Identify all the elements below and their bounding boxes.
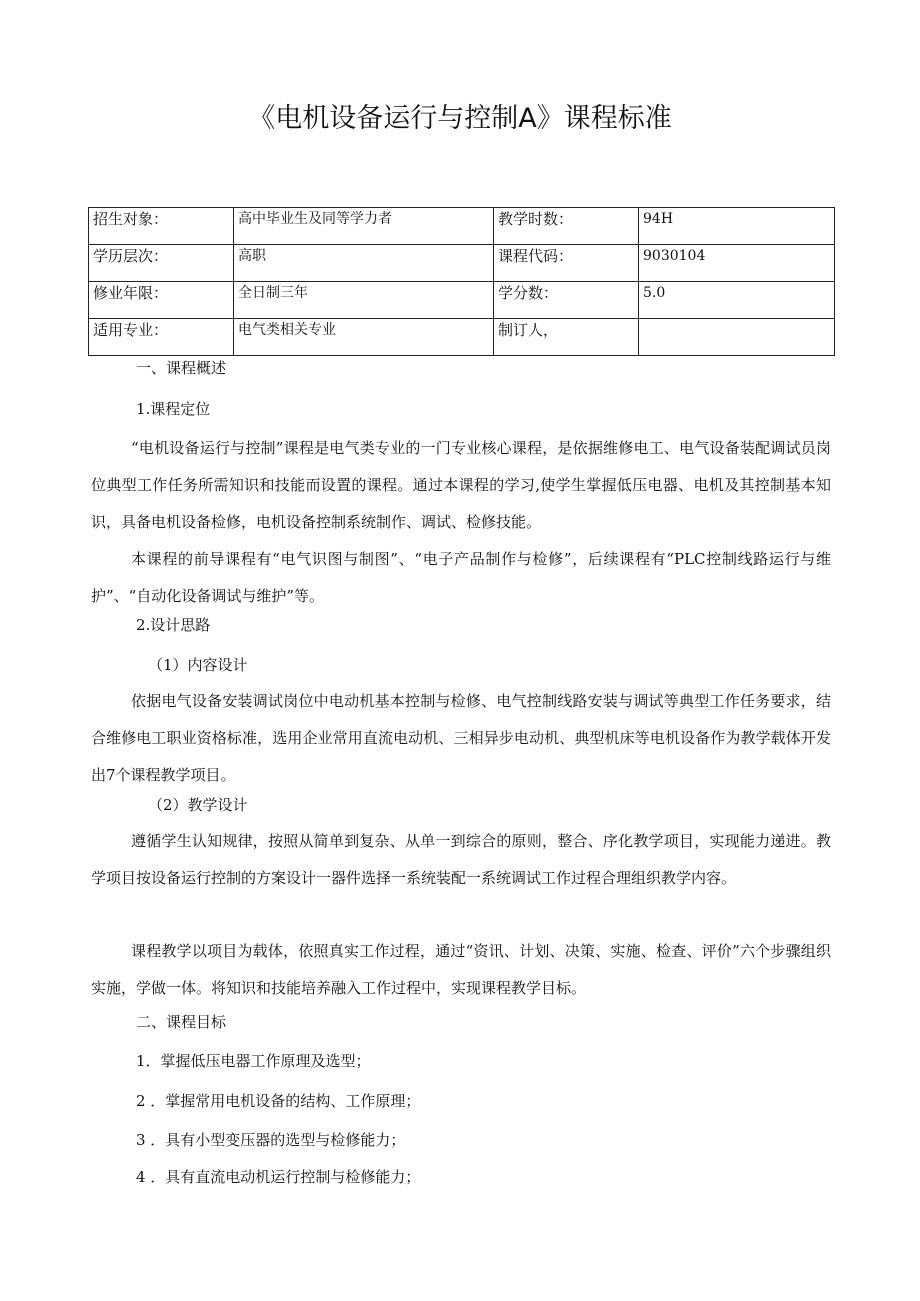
value-cell: 全日制三年 (234, 282, 494, 319)
list-item: 3 ．具有小型变压器的选型与检修能力； (136, 1131, 406, 1149)
label-cell: 修业年限： (89, 282, 234, 319)
list-item: 1．掌握低压电器工作原理及选型； (136, 1052, 371, 1070)
item-heading-teaching-design: （2）教学设计 (148, 796, 248, 814)
value-cell: 高中毕业生及同等学力者 (234, 208, 494, 245)
value-cell: 94H (639, 208, 835, 245)
label-cell: 课程代码： (494, 245, 639, 282)
label-cell: 招生对象： (89, 208, 234, 245)
label-cell: 适用专业： (89, 319, 234, 356)
item-heading-content-design: （1）内容设计 (148, 656, 248, 674)
value-cell: 高职 (234, 245, 494, 282)
list-item: 4 ．具有直流电动机运行控制与检修能力； (136, 1168, 421, 1186)
list-item: 2 ．掌握常用电机设备的结构、工作原理； (136, 1092, 421, 1110)
paragraph-teaching-design-2: 课程教学以项目为载体，依照真实工作过程，通过“资讯、计划、决策、实施、检查、评价”六个步骤组织实施，学做一体。将知识和技能培养融入工作过程中，实现课程教学目标。 (91, 942, 831, 997)
label-cell: 制订人， (494, 319, 639, 356)
table-row (89, 319, 835, 356)
value-cell: 5.0 (639, 282, 835, 319)
subsection-heading-design: 2.设计思路 (136, 616, 211, 634)
paragraph-prerequisites: 本课程的前导课程有“电气识图与制图”、“电子产品制作与检修”，后续课程有“PLC控制线路运行与维护”、“自动化设备调试与维护”等。 (91, 550, 831, 605)
paragraph-content-design: 依据电气设备安装调试岗位中电动机基本控制与检修、电气控制线路安装与调试等典型工作任务要求，结合维修电工职业资格标准，选用企业常用直流电动机、三相异步电动机、典型机床等电机设备作为教学载体开发出7个课程教学项目。 (91, 692, 831, 784)
value-cell: 电气类相关专业 (234, 319, 494, 356)
value-cell: 9030104 (639, 245, 835, 282)
value-cell (639, 319, 835, 356)
section-heading-overview: 一、课程概述 (136, 359, 227, 377)
label-cell: 学分数： (494, 282, 639, 319)
table-row (89, 282, 835, 319)
label-cell: 学历层次： (89, 245, 234, 282)
paragraph-positioning: “电机设备运行与控制”课程是电气类专业的一门专业核心课程，是依据维修电工、电气设备装配调试员岗位典型工作任务所需知识和技能而设置的课程。通过本课程的学习,使学生掌握低压电器、电机及其控制基本知识，具备电机设备检修，电机设备控制系统制作、调试、检修技能。 (91, 439, 831, 531)
subsection-heading-positioning: 1.课程定位 (136, 400, 211, 418)
course-info-table (88, 207, 835, 356)
table-row (89, 245, 835, 282)
label-cell: 教学时数： (494, 208, 639, 245)
paragraph-teaching-design-1: 遵循学生认知规律，按照从简单到复杂、从单一到综合的原则，整合、序化教学项目，实现能力递进。教学项目按设备运行控制的方案设计一器件选择一系统装配一系统调试工作过程合理组织教学内容。 (91, 832, 831, 887)
page-title: 《电机设备运行与控制A》课程标准 (248, 103, 672, 134)
section-heading-objectives: 二、课程目标 (136, 1013, 227, 1031)
table-row (89, 208, 835, 245)
